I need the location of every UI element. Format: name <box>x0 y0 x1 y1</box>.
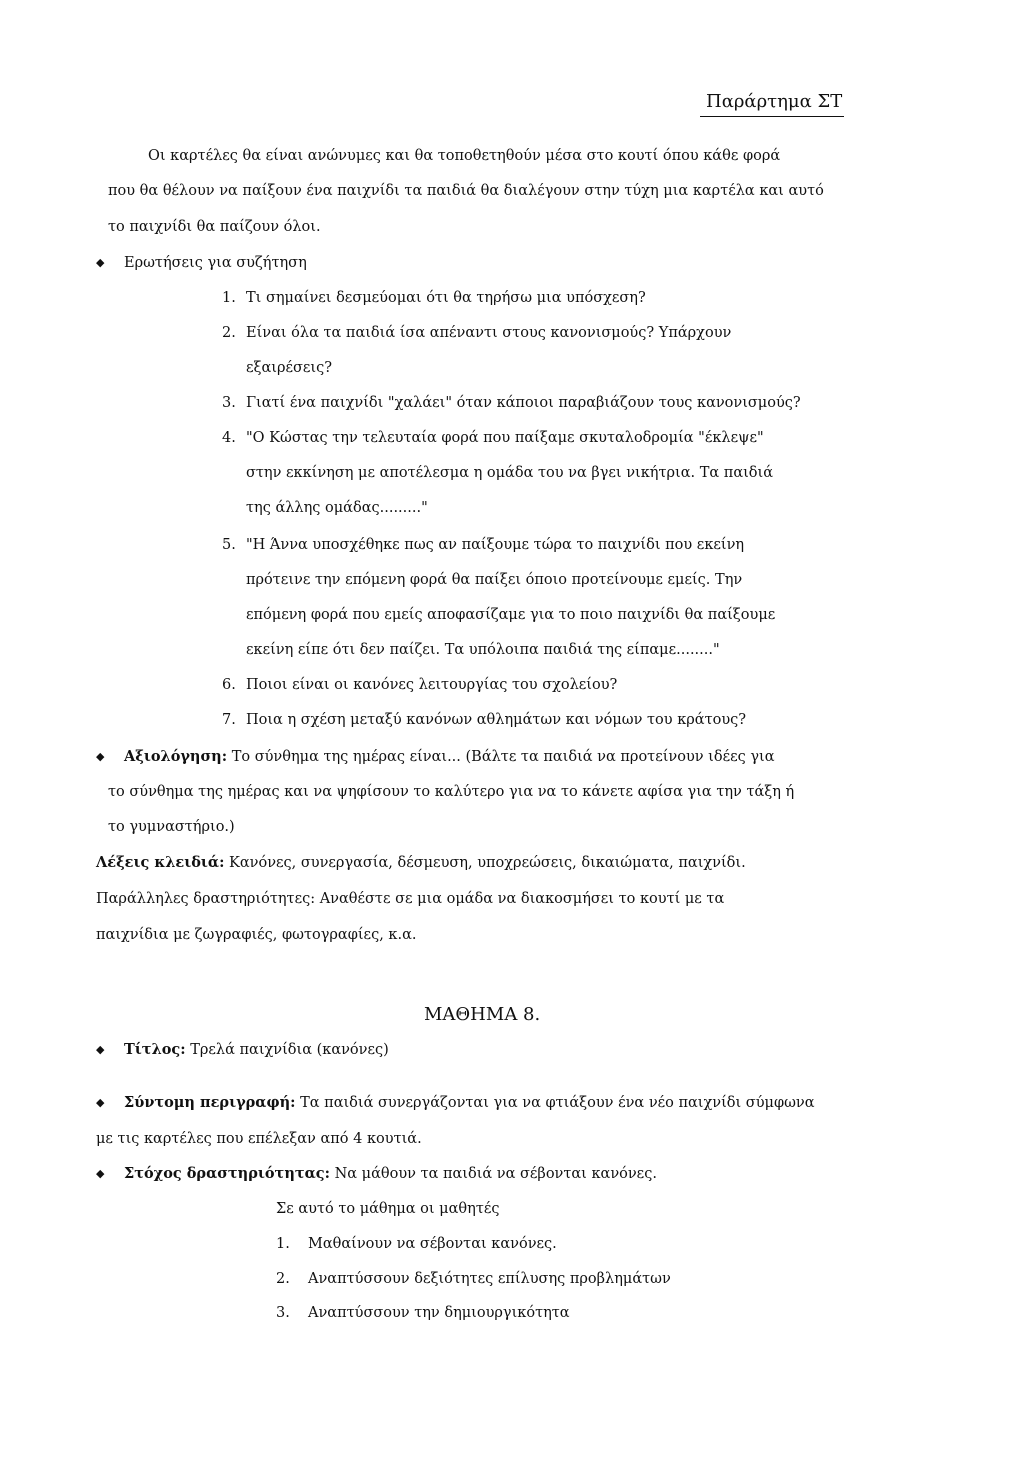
parallel-line-2: παιχνίδια με ζωγραφιές, φωτογραφίες, κ.α. <box>96 927 417 943</box>
discussion-heading <box>96 253 307 273</box>
question-4: 4. "Ο Κώστας την τελευταία φορά που παίξαμε σκυταλοδρομία "έκλεψε" <box>222 430 764 446</box>
evaluation-label: Αξιολόγηση: <box>124 748 228 765</box>
question-6: 6. Ποιοι είναι οι κανόνες λειτουργίας του σχολείου? <box>222 677 618 693</box>
diamond-bullet-icon: ◆ <box>96 1043 105 1056</box>
evaluation-line-3: το γυμναστήριο.) <box>108 819 235 835</box>
question-5-cont-3: εκείνη είπε ότι δεν παίζει. Τα υπόλοιπα παιδιά της είπαμε........" <box>246 642 720 658</box>
question-1: 1. Τι σημαίνει δεσμεύομαι ότι θα τηρήσω μια υπόσχεση? <box>222 290 646 306</box>
diamond-bullet-icon: ◆ <box>96 1167 105 1180</box>
lesson-intro: Σε αυτό το μάθημα οι μαθητές <box>276 1201 500 1217</box>
question-4-cont-2: της άλλης ομάδας........." <box>246 500 428 516</box>
evaluation-line-1: ◆ Αξιολόγηση: Το σύνθημα της ημέρας είναι... (Βάλτε τα παιδιά να προτείνουν ιδέες για <box>96 748 775 765</box>
intro-line-3: το παιχνίδι θα παίζουν όλοι. <box>108 219 321 235</box>
diamond-bullet-icon: ◆ <box>96 750 105 763</box>
keywords-label: Λέξεις κλειδιά: <box>96 854 225 871</box>
page-header-title: Παράρτημα ΣΤ <box>706 91 843 112</box>
evaluation-line-2: το σύνθημα της ημέρας και να ψηφίσουν το καλύτερο για να το κάνετε αφίσα για την τάξη ή <box>108 784 795 800</box>
question-4-cont-1: στην εκκίνηση με αποτέλεσμα η ομάδα του να βγει νικήτρια. Τα παιδιά <box>246 465 773 481</box>
question-3: 3. Γιατί ένα παιχνίδι "χαλάει" όταν κάποιοι παραβιάζουν τους κανονισμούς? <box>222 395 801 411</box>
discussion-heading-text: Ερωτήσεις για συζήτηση <box>124 255 307 271</box>
objective-3: 3. Αναπτύσσουν την δημιουργικότητα <box>276 1305 570 1321</box>
lesson-goal: ◆ Στόχος δραστηριότητας: Να μάθουν τα παιδιά να σέβονται κανόνες. <box>96 1165 657 1182</box>
lesson-summary-line-2: με τις καρτέλες που επέλεξαν από 4 κουτιά. <box>96 1131 422 1147</box>
question-7: 7. Ποια η σχέση μεταξύ κανόνων αθλημάτων και νόμων του κράτους? <box>222 712 747 728</box>
question-5-cont-1: πρότεινε την επόμενη φορά θα παίξει όποιο προτείνουμε εμείς. Την <box>246 572 743 588</box>
intro-line-1: Οι καρτέλες θα είναι ανώνυμες και θα τοποθετηθούν μέσα στο κουτί όπου κάθε φορά <box>148 148 781 164</box>
question-5-cont-2: επόμενη φορά που εμείς αποφασίζαμε για το ποιο παιχνίδι θα παίξουμε <box>246 607 776 623</box>
question-5: 5. "Η Άννα υποσχέθηκε πως αν παίξουμε τώρα το παιχνίδι που εκείνη <box>222 537 745 553</box>
header-underline <box>700 116 844 117</box>
parallel-line-1: Παράλληλες δραστηριότητες: Αναθέστε σε μια ομάδα να διακοσμήσει το κουτί με τα <box>96 891 725 907</box>
keywords-line: Λέξεις κλειδιά: Κανόνες, συνεργασία, δέσμευση, υποχρεώσεις, δικαιώματα, παιχνίδι. <box>96 854 746 871</box>
diamond-bullet-icon: ◆ <box>96 256 105 269</box>
lesson-title: ΜΑΘΗΜΑ 8. <box>424 1004 541 1025</box>
lesson-title-field: ◆ Τίτλος: Τρελά παιχνίδια (κανόνες) <box>96 1041 389 1058</box>
parallel-label: Παράλληλες δραστηριότητες: <box>96 891 316 907</box>
question-2-cont: εξαιρέσεις? <box>246 360 333 376</box>
question-2: 2. Είναι όλα τα παιδιά ίσα απέναντι στους κανονισμούς? Υπάρχουν <box>222 325 732 341</box>
diamond-bullet-icon: ◆ <box>96 1096 105 1109</box>
lesson-summary-line-1: ◆ Σύντομη περιγραφή: Τα παιδιά συνεργάζονται για να φτιάξουν ένα νέο παιχνίδι σύμφωνα <box>96 1094 815 1111</box>
intro-line-2: που θα θέλουν να παίξουν ένα παιχνίδι τα παιδιά θα διαλέγουν στην τύχη μια καρτέλα και αυτό <box>108 183 824 199</box>
objective-2: 2. Αναπτύσσουν δεξιότητες επίλυσης προβλημάτων <box>276 1271 671 1287</box>
objective-1: 1. Μαθαίνουν να σέβονται κανόνες. <box>276 1236 557 1252</box>
